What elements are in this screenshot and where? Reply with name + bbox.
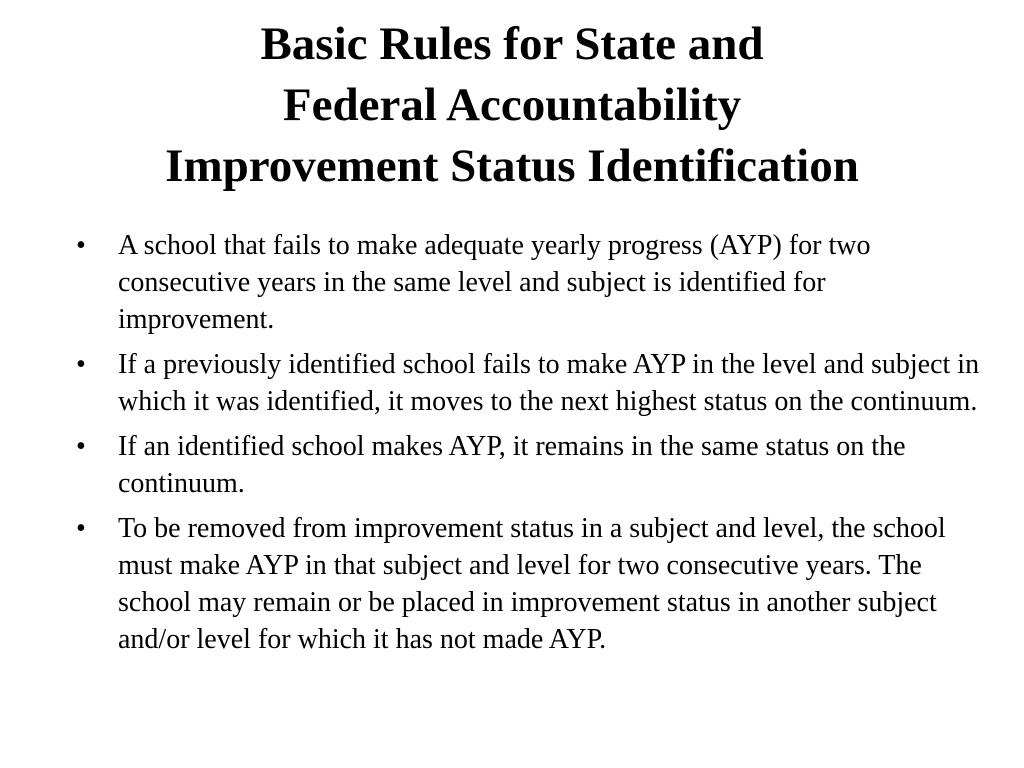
bullet-icon: • bbox=[76, 230, 86, 261]
slide-title bbox=[40, 14, 984, 197]
title-line-3: Improvement Status Identification bbox=[165, 140, 859, 192]
bullet-icon: • bbox=[76, 513, 86, 544]
title-line-2: Federal Accountability bbox=[282, 79, 742, 131]
bullet-text: If an identified school makes AYP, it remains in the same status on the continuum. bbox=[118, 431, 906, 499]
bullet-item bbox=[76, 428, 981, 502]
bullet-list bbox=[76, 227, 981, 666]
title-line-1: Basic Rules for State and bbox=[260, 18, 764, 70]
bullet-item bbox=[76, 346, 981, 420]
bullet-text: To be removed from improvement status in a subject and level, the school must make AYP in that subject and level for two consecutive years. The school may remain or be placed in improvement status in another subject and/or level for which it has not made AYP. bbox=[118, 513, 946, 655]
bullet-item bbox=[76, 227, 981, 338]
bullet-icon: • bbox=[76, 349, 86, 380]
bullet-icon: • bbox=[76, 431, 86, 462]
bullet-item bbox=[76, 510, 981, 658]
bullet-text: If a previously identified school fails to make AYP in the level and subject in which it was identified, it moves to the next highest status on the continuum. bbox=[118, 349, 980, 417]
bullet-text: A school that fails to make adequate yearly progress (AYP) for two consecutive years in the same level and subject is identified for improvement. bbox=[118, 230, 871, 335]
